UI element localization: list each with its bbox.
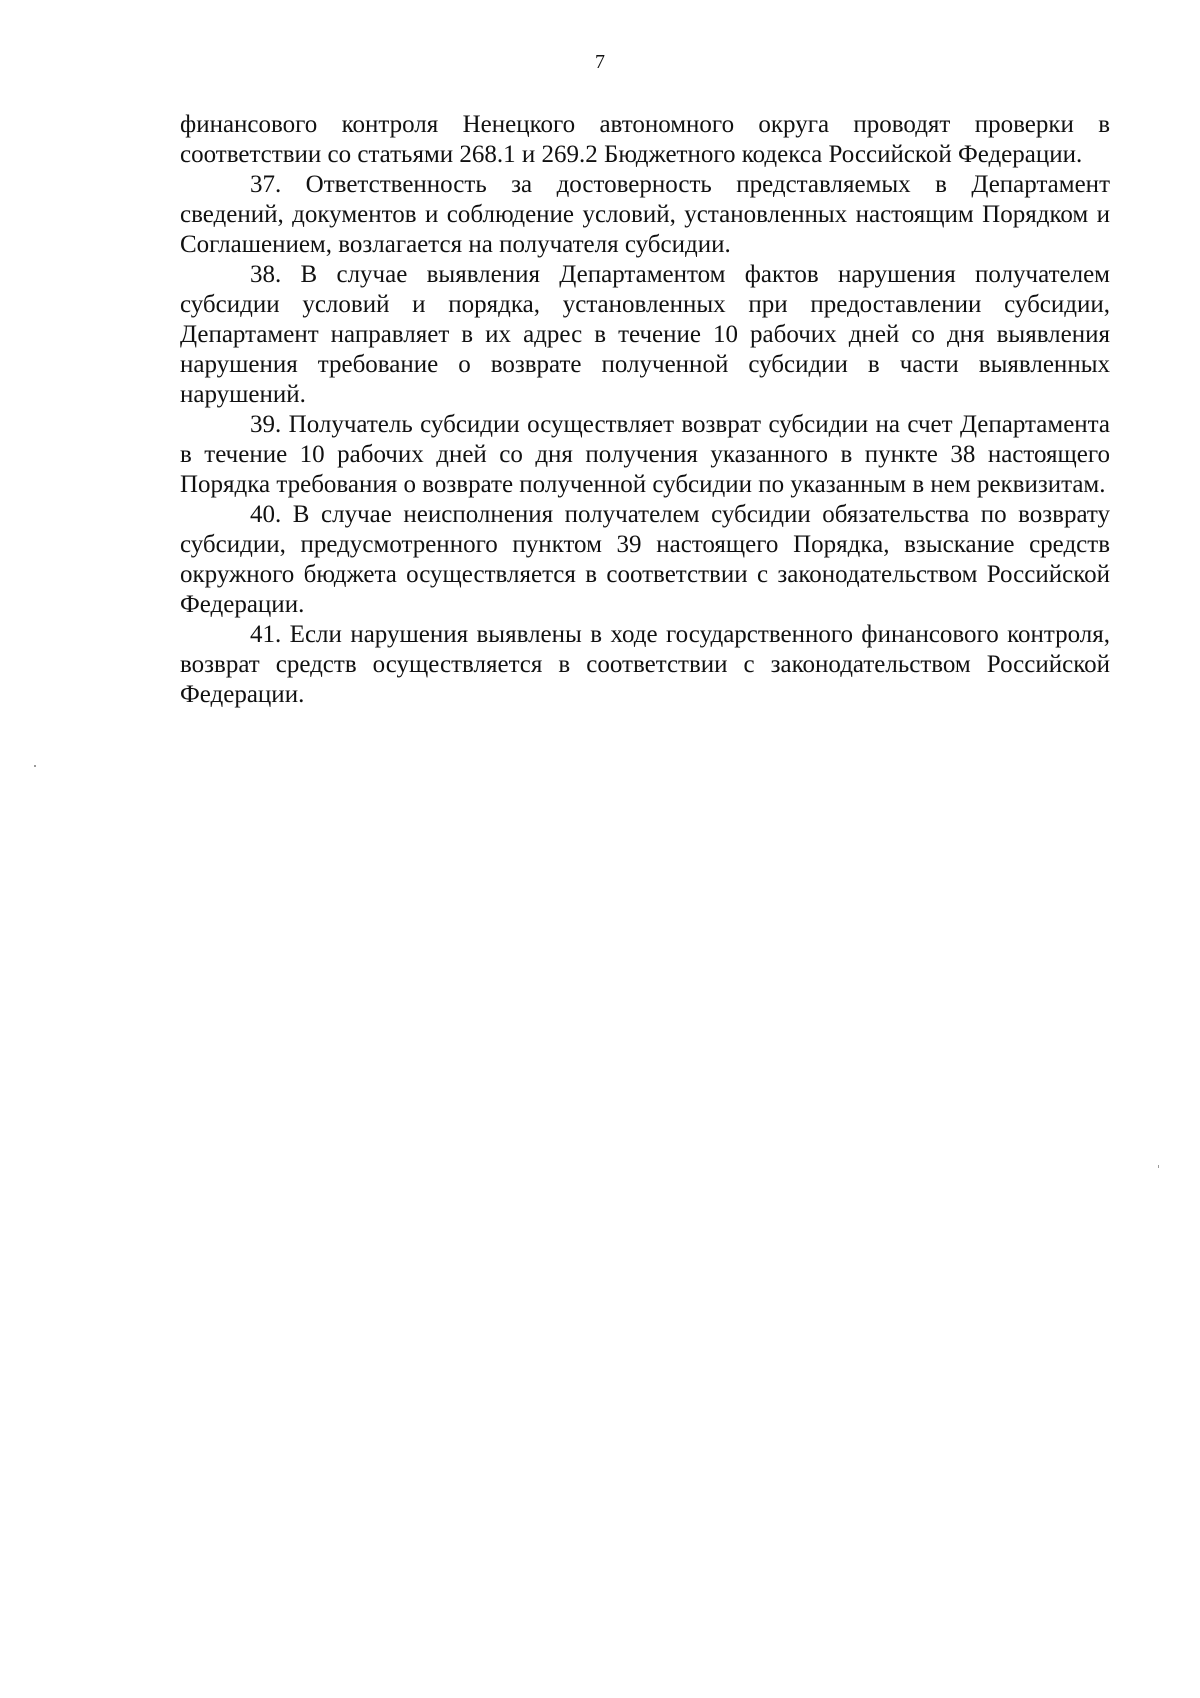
paragraph-37: 37. Ответственность за достоверность представляемых в Департамент сведений, документов и соблюдение условий, установленных настоящим Порядком и Соглашением, возлагается на получателя субсидии.: [180, 171, 1110, 258]
page-number: 7: [595, 51, 605, 73]
document-body: [180, 110, 1110, 710]
scan-speck: [34, 765, 36, 767]
paragraph-40: 40. В случае неисполнения получателем субсидии обязательства по возврату субсидии, предусмотренного пунктом 39 настоящего Порядка, взыскание средств окружного бюджета осуществляется в соответствии с законодательством Российской Федерации.: [180, 501, 1110, 618]
paragraph-39: 39. Получатель субсидии осуществляет возврат субсидии на счет Департамента в течение 10 рабочих дней со дня получения указанного в пункте 38 настоящего Порядка требования о возврате полученной субсидии по указанным в нем реквизитам.: [180, 411, 1110, 498]
paragraph-38: 38. В случае выявления Департаментом фактов нарушения получателем субсидии условий и порядка, установленных при предоставлении субсидии, Департамент направляет в их адрес в течение 10 рабочих дней со дня выявления нарушения требование о возврате полученной субсидии в части выявленных нарушений.: [180, 261, 1110, 408]
scan-speck: [1158, 1165, 1159, 1168]
paragraph-41: 41. Если нарушения выявлены в ходе государственного финансового контроля, возврат средств осуществляется в соответствии с законодательством Российской Федерации.: [180, 621, 1110, 708]
paragraph-continuation: финансового контроля Ненецкого автономного округа проводят проверки в соответствии со статьями 268.1 и 269.2 Бюджетного кодекса Российской Федерации.: [180, 111, 1110, 168]
